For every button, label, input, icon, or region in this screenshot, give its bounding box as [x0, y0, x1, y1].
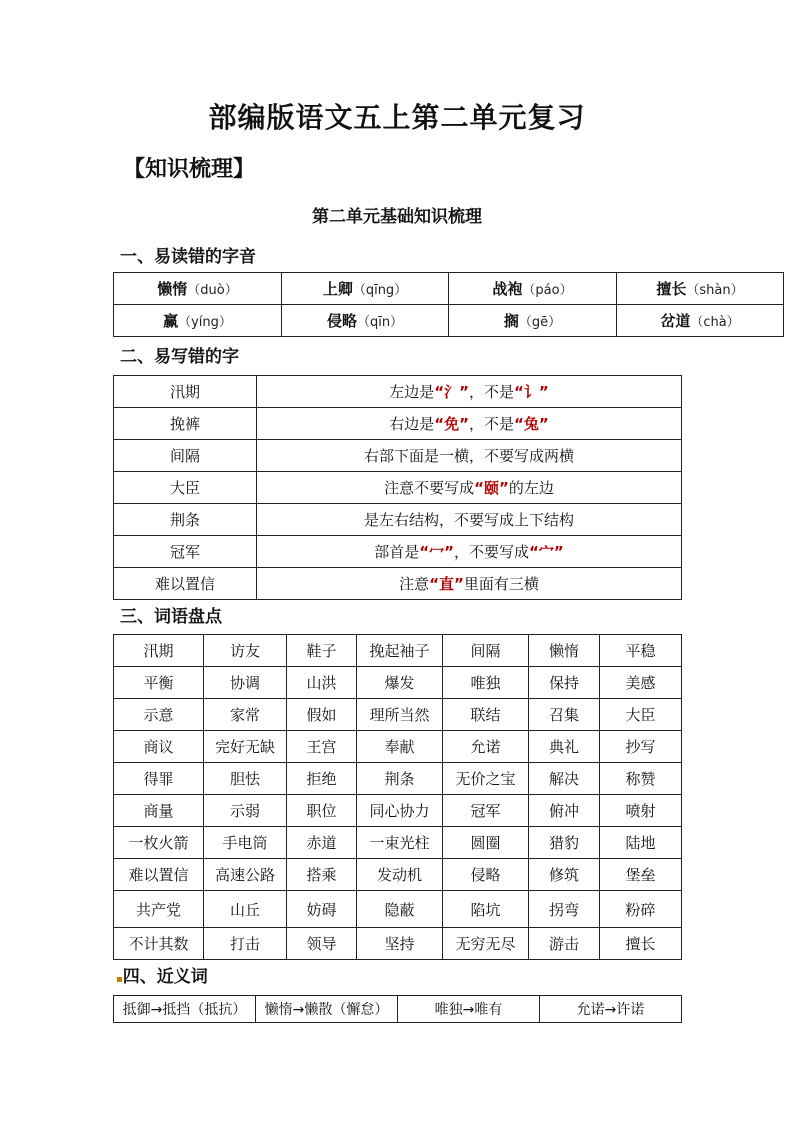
word-cell: 间隔: [114, 440, 257, 472]
vocab-cell: 保持: [529, 667, 600, 699]
vocab-cell: 抄写: [600, 731, 682, 763]
vocab-cell: 无穷无尽: [443, 928, 529, 960]
vocab-cell: 难以置信: [114, 859, 204, 891]
vocab-cell: 侵略: [443, 859, 529, 891]
vocab-cell: 职位: [287, 795, 357, 827]
vocab-cell: 陷坑: [443, 891, 529, 928]
vocab-cell: 召集: [529, 699, 600, 731]
vocab-cell: 典礼: [529, 731, 600, 763]
vocab-cell: 奉献: [357, 731, 443, 763]
sec4-heading: ▪四、近义词: [116, 967, 208, 987]
pron-cell: 懒惰（duò）: [114, 273, 282, 305]
vocab-cell: 赤道: [287, 827, 357, 859]
table-row: [114, 635, 682, 667]
word-cell: 汛期: [114, 376, 257, 408]
vocab-cell: 荆条: [357, 763, 443, 795]
note-cell: 右边是“免”，不是“兔”: [257, 408, 682, 440]
vocab-cell: 示弱: [204, 795, 287, 827]
vocab-cell: 挽起袖子: [357, 635, 443, 667]
synonym-cell: 懒惰→懒散（懈怠）: [256, 996, 398, 1023]
pron-cell: 岔道（chà）: [617, 305, 784, 337]
writing-table: [113, 375, 682, 600]
vocab-cell: 坚持: [357, 928, 443, 960]
vocab-cell: 无价之宝: [443, 763, 529, 795]
note-cell: 注意不要写成“颐”的左边: [257, 472, 682, 504]
vocab-cell: 游击: [529, 928, 600, 960]
vocab-cell: 高速公路: [204, 859, 287, 891]
vocab-cell: 山丘: [204, 891, 287, 928]
vocab-cell: 喷射: [600, 795, 682, 827]
vocab-cell: 商议: [114, 731, 204, 763]
vocab-cell: 妨碍: [287, 891, 357, 928]
vocab-cell: 家常: [204, 699, 287, 731]
pron-cell: 上卿（qīng）: [282, 273, 449, 305]
pronunciation-table: [113, 272, 784, 337]
vocab-cell: 拐弯: [529, 891, 600, 928]
note-cell: 右部下面是一横，不要写成两横: [257, 440, 682, 472]
vocab-cell: 假如: [287, 699, 357, 731]
vocab-cell: 平衡: [114, 667, 204, 699]
pron-cell: 赢（yíng）: [114, 305, 282, 337]
knowledge-heading: 【知识梳理】: [123, 156, 256, 182]
vocab-cell: 同心协力: [357, 795, 443, 827]
table-row: [114, 928, 682, 960]
synonym-cell: 抵御→抵挡（抵抗）: [114, 996, 256, 1023]
vocab-cell: 陆地: [600, 827, 682, 859]
vocab-cell: 不计其数: [114, 928, 204, 960]
vocab-cell: 访友: [204, 635, 287, 667]
vocab-cell: 一枚火箭: [114, 827, 204, 859]
vocab-cell: 山洪: [287, 667, 357, 699]
table-row: [114, 827, 682, 859]
bullet-dot-icon: ▪: [116, 974, 123, 985]
note-cell: 左边是“氵”，不是“讠”: [257, 376, 682, 408]
sec2-heading: 二、易写错的字: [120, 347, 239, 367]
vocab-cell: 冠军: [443, 795, 529, 827]
vocab-cell: 允诺: [443, 731, 529, 763]
vocab-cell: 堡垒: [600, 859, 682, 891]
pron-cell: 侵略（qīn）: [282, 305, 449, 337]
word-cell: 荆条: [114, 504, 257, 536]
vocab-cell: 打击: [204, 928, 287, 960]
vocab-cell: 平稳: [600, 635, 682, 667]
page-title: 部编版语文五上第二单元复习: [208, 101, 586, 134]
vocab-cell: 隐蔽: [357, 891, 443, 928]
vocab-cell: 鞋子: [287, 635, 357, 667]
vocab-cell: 称赞: [600, 763, 682, 795]
pron-cell: 搁（gē）: [449, 305, 617, 337]
vocab-cell: 得罪: [114, 763, 204, 795]
vocab-cell: 汛期: [114, 635, 204, 667]
vocab-cell: 圆圈: [443, 827, 529, 859]
vocab-cell: 美感: [600, 667, 682, 699]
synonym-table: [113, 995, 682, 1023]
word-cell: 挽裤: [114, 408, 257, 440]
sec3-heading: 三、词语盘点: [120, 607, 222, 627]
vocab-cell: 完好无缺: [204, 731, 287, 763]
vocab-cell: 联结: [443, 699, 529, 731]
table-row: [114, 667, 682, 699]
section-subtitle: 第二单元基础知识梳理: [312, 207, 482, 227]
synonym-cell: 唯独→唯有: [398, 996, 540, 1023]
vocab-cell: 间隔: [443, 635, 529, 667]
vocab-cell: 擅长: [600, 928, 682, 960]
vocab-cell: 商量: [114, 795, 204, 827]
vocab-cell: 唯独: [443, 667, 529, 699]
word-cell: 难以置信: [114, 568, 257, 600]
table-row: [114, 731, 682, 763]
word-cell: 冠军: [114, 536, 257, 568]
vocab-cell: 共产党: [114, 891, 204, 928]
pron-cell: 擅长（shàn）: [617, 273, 784, 305]
vocab-cell: 一束光柱: [357, 827, 443, 859]
vocab-cell: 搭乘: [287, 859, 357, 891]
table-row: [114, 763, 682, 795]
note-cell: 是左右结构，不要写成上下结构: [257, 504, 682, 536]
vocab-cell: 手电筒: [204, 827, 287, 859]
vocab-cell: 示意: [114, 699, 204, 731]
note-cell: 注意“直”里面有三横: [257, 568, 682, 600]
vocab-cell: 协调: [204, 667, 287, 699]
word-cell: 大臣: [114, 472, 257, 504]
vocabulary-table: [113, 634, 682, 960]
vocab-cell: 爆发: [357, 667, 443, 699]
sec1-heading: 一、易读错的字音: [120, 247, 256, 267]
vocab-cell: 俯冲: [529, 795, 600, 827]
note-cell: 部首是“冖”，不要写成“宀”: [257, 536, 682, 568]
vocab-cell: 王宫: [287, 731, 357, 763]
vocab-cell: 懒惰: [529, 635, 600, 667]
vocab-cell: 大臣: [600, 699, 682, 731]
vocab-cell: 解决: [529, 763, 600, 795]
vocab-cell: 修筑: [529, 859, 600, 891]
vocab-cell: 猎豹: [529, 827, 600, 859]
vocab-cell: 粉碎: [600, 891, 682, 928]
table-row: [114, 699, 682, 731]
pron-cell: 战袍（páo）: [449, 273, 617, 305]
vocab-cell: 理所当然: [357, 699, 443, 731]
table-row: [114, 891, 682, 928]
table-row: [114, 795, 682, 827]
table-row: [114, 859, 682, 891]
synonym-cell: 允诺→许诺: [540, 996, 682, 1023]
vocab-cell: 领导: [287, 928, 357, 960]
vocab-cell: 拒绝: [287, 763, 357, 795]
vocab-cell: 发动机: [357, 859, 443, 891]
vocab-cell: 胆怯: [204, 763, 287, 795]
